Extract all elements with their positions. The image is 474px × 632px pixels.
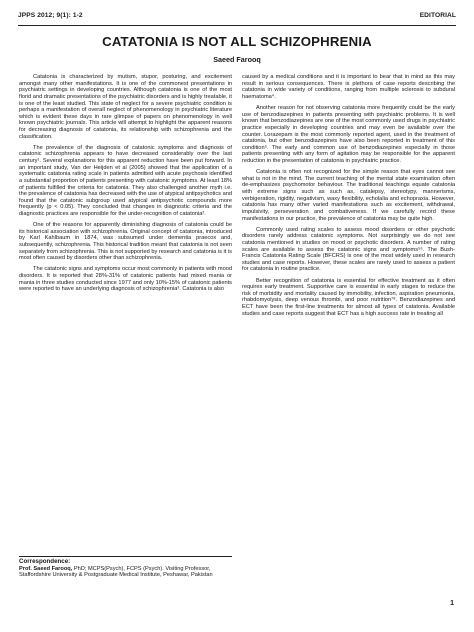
article-title: CATATONIA IS NOT ALL SCHIZOPHRENIA bbox=[102, 34, 372, 49]
paragraph: Commonly used rating scales to assess mood disorders or other psychotic disorders rarely address catatonic symptoms. Not surprisingly we do not see catatonia mentioned in studies on mood or psychotic disorders. A number of rating scales are available to assess the catatonic signs and symptoms⁵⁶. The Bush-Francis Catatonia Rating Scale (BFCRS) is one of the most widely used in research studies and case reports. However, these scales are rarely used to assess a patient for catatonia in routine practice. bbox=[242, 226, 455, 273]
section-label: EDITORIAL bbox=[419, 11, 456, 19]
correspondence-rule bbox=[19, 556, 232, 557]
correspondence-name: Prof. Saeed Farooq, bbox=[19, 565, 73, 572]
page-number: 1 bbox=[450, 600, 454, 607]
paragraph: Catatonia is often not recognized for the simple reason that eyes cannot see what is not in the mind. The current teaching of the mental state examination often de-emphasizes psychomotor behaviour. The traditional teachings equate catatonia with extreme signs such as such as, catalepsy, stereotypy, mannerisms, verbigeration, rigidity, negativism, waxy flexibility, echolalia and echopraxia. However, catatonia has many other varied manifestations such as excitement, withdrawal, impulsivity, perseveration and combativeness. If we carefully record these manifestations in our practice, the prevalence of catatonia may be quite high. bbox=[242, 169, 455, 222]
correspondence-details: PhD; MCPS(Psych), FCPS (Psych). Visiting Professor, Staffordshire University & Postgraduate Medical Institute, Peshawar, Pakistan bbox=[19, 565, 213, 579]
left-column bbox=[19, 74, 232, 297]
paragraph: Better recognition of catatonia is essential for effective treatment as it often requires early treatment. Supportive care is essential in early stages to reduce the risk of morbidity and mortality caused by immobility, infection, aspiration pneumonia, rhabdomyolysis, deep venous thrombi, and poor nutrition⁷⁸. Benzodiazepines and ECT have been the first-line treatments for almost all types of catatonia. Available studies and case reports suggest that ECT has a high success rate in treating all bbox=[242, 277, 455, 317]
paragraph: The catatonic signs and symptoms occur most commonly in patients with mood disorders. It is reported that 28%-31% of catatonic patients had mixed mania or mania in three studies conducted since 1977 and only 10%-15% of catatonic patients were reported to have an underlying diagnosis of schizophrenia³. Catatonia is also bbox=[19, 266, 232, 293]
header-rule bbox=[18, 25, 456, 26]
running-header bbox=[18, 7, 456, 23]
paragraph: caused by a medical conditions and it is important to bear that in mind as this may result in serious consequences. There is plethora of case reports describing the catatonia in wide variety of conditions, ranging from multiple sclerosis to subdural haematoma⁴. bbox=[242, 74, 455, 100]
paragraph: Catatonia is characterized by mutism, stupor, posturing, and excitement amongst many other manifestations. It is one of the commonest presentations in psychiatric settings in developing countries. Although catatonia is one of the most florid and dramatic presentations of the psychiatric disorders and is highly treatable, it is one of the least studied. This state of neglect for a severe psychiatric condition is perhaps a manifestation of overall neglect of phenomenology in psychiatric literature which is evident these days in rare glimpse of papers on phenomenology in well known psychiatric journals. This article will attempt to highlight the apparent reasons for decreasing diagnosis of catatonia, its relationship with schizophrenia and the classification. bbox=[19, 74, 232, 140]
paragraph: One of the reasons for apparently diminishing diagnosis of catatonia could be its historical association with schizophrenia. Original concept of catatonia, introduced by Karl Kahlbaum in 1874, was subsumed under dementia praecox and, subsequently, schizophrenia. This historical tradition meant that catatonia is not seen separately from schizophrenia. This is not supported by research and catatonia is it is most often caused by disorders other than schizophrenia. bbox=[19, 222, 232, 262]
correspondence-heading: Correspondence: bbox=[19, 558, 71, 565]
paragraph: Another reason for not observing catatonia more frequently could be the early use of benzodiazepines in patients presenting with psychiatric problems. It is well known that benzodiazepines are one of the most commonly used drugs in psychiatric practice especially in developing countries and may even be available over the counter. Lorazepam is the most commonly reported agent, used in the treatment of catatonia, but other benzodiazepines have also been reported in treatment of this condition⁵. The early and common use of benzodiazepines especially in those patients presenting with any form of agitation may be responsible for the apparent reduction in the presentation of catatonia in psychiatric practice. bbox=[242, 105, 455, 164]
correspondence-block bbox=[19, 556, 232, 579]
article-author: Saeed Farooq bbox=[213, 55, 261, 64]
right-column bbox=[242, 74, 455, 322]
correspondence-text bbox=[19, 566, 232, 579]
journal-citation: JPPS 2012; 9(1): 1-2 bbox=[18, 11, 83, 19]
paragraph: The prevalence of the diagnosis of catatonic symptoms and diagnosis of catatonic schizophrenia appears to have decreased considerably over the last century¹. Several explanations for this apparent reduction have been put forward. In an important study, Van der Heijden et al (2005) showed that the application of a systematic catatonia rating scale in patients admitted with acute psychosis identified a substantial proportion of patients presenting with catatonic symptoms. At least 18% of patients fulfilled the criteria for catatonia. They also challenged another myth i.e. the prevalence of catatonia has decreased with the use of atypical antipsychotics and found that the catatonic subgroup used atypical antipsychotic compounds more frequently (p < 0.05). They concluded that changes in diagnostic criteria and the diagnostic practices are responsible for the under-recognition of catatonia². bbox=[19, 144, 232, 217]
